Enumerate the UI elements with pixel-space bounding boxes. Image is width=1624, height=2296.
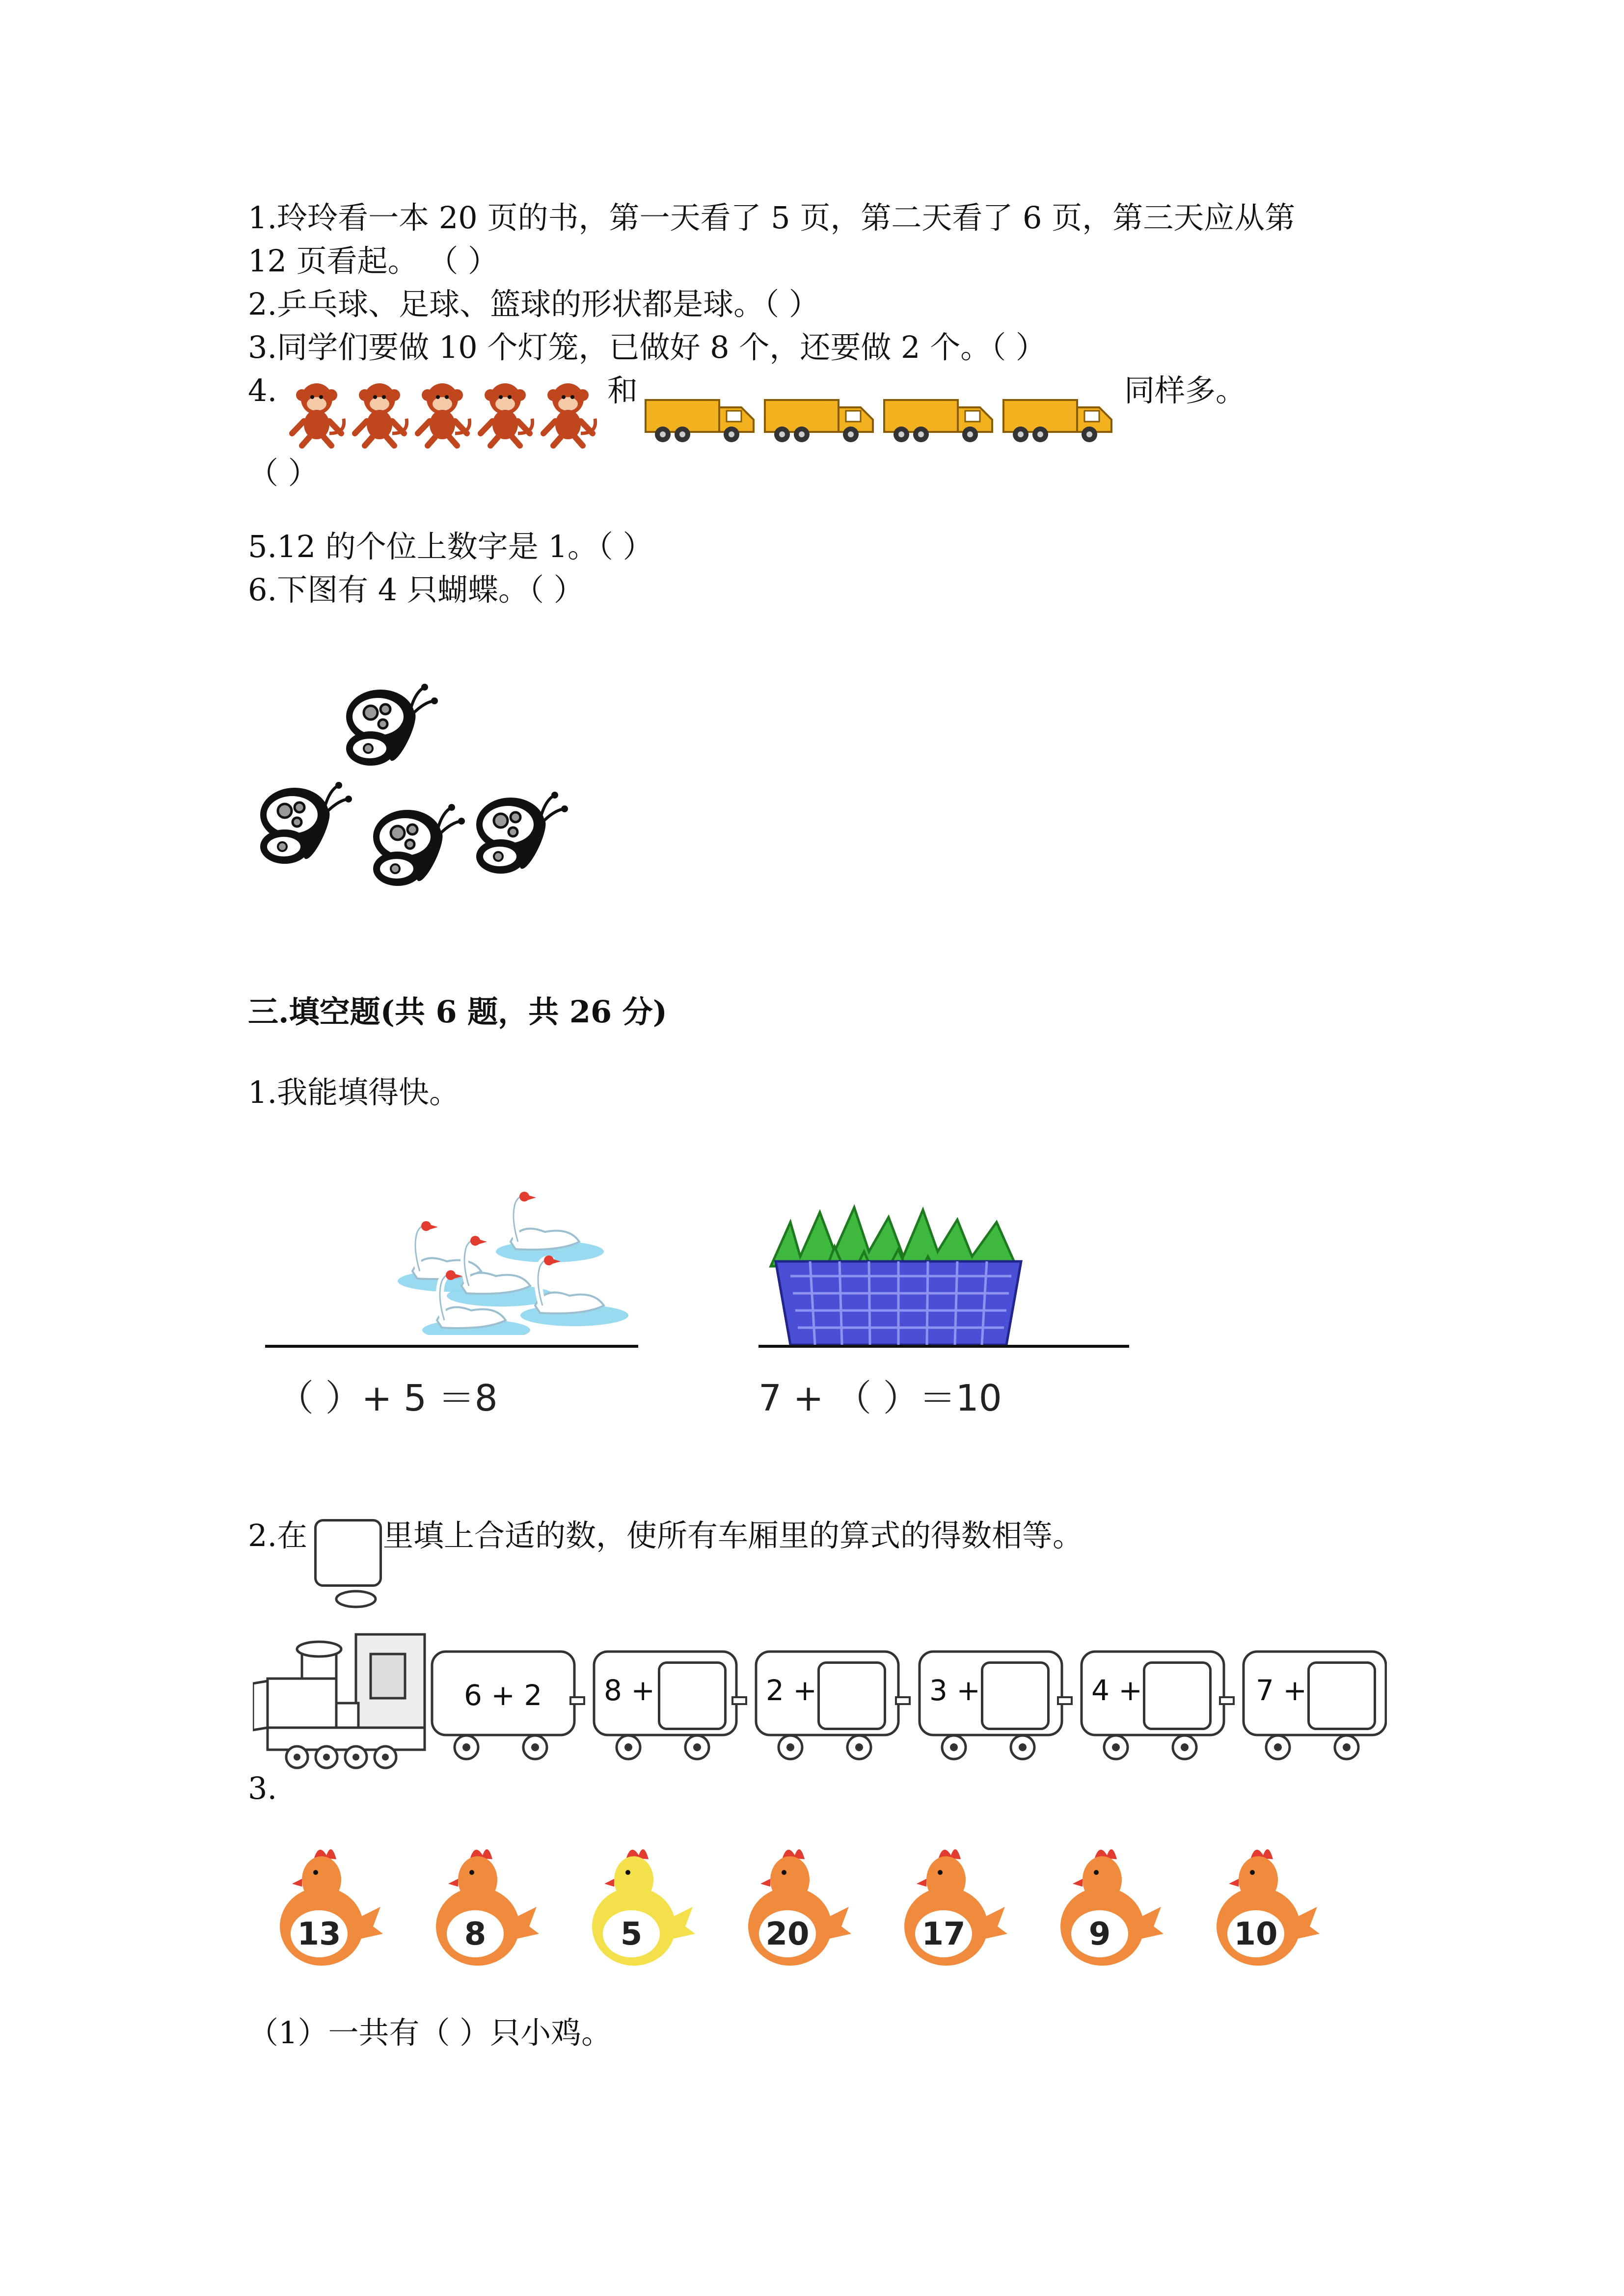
chick-icon (904, 1849, 1007, 1966)
chick-number: 9 (1088, 1916, 1111, 1952)
judge-q6: 6.下图有 4 只蝴蝶。（ ） (248, 572, 584, 608)
monkey-icon (543, 383, 595, 446)
train-car-label: 4 + (1091, 1674, 1142, 1707)
chick-row (260, 1836, 1389, 1983)
monkey-icon (481, 383, 533, 446)
monkey-icon (292, 383, 344, 446)
answer-box-icon[interactable] (981, 1661, 1050, 1730)
judge-q4-and: 和 (607, 373, 638, 408)
divider-right (758, 1345, 1129, 1348)
butterfly-icon (373, 804, 465, 886)
swan-icon (496, 1192, 604, 1262)
train-car-label: 2 + (766, 1674, 817, 1707)
judge-q2: 2.乒乓球、足球、篮球的形状都是球。（ ） (248, 286, 819, 322)
butterfly-icon (476, 792, 568, 874)
judge-q1-line2: 12 页看起。 （ ） (248, 243, 499, 279)
equation-right: 7 + （ ）＝10 (758, 1377, 1002, 1419)
swan-picture (388, 1178, 643, 1335)
judge-q1-line1: 1.玲玲看一本 20 页的书，第一天看了 5 页，第二天看了 6 页，第三天应从第 (248, 200, 1296, 236)
answer-box-icon[interactable] (1307, 1661, 1376, 1730)
basket-picture (761, 1202, 1036, 1350)
train-car-label: 7 + (1256, 1674, 1307, 1707)
fill-q3-title: 3. (248, 1770, 277, 1806)
truck-group (641, 380, 1122, 449)
monkey-icon (355, 383, 407, 446)
judge-q5: 5.12 的个位上数字是 1。（ ） (248, 529, 653, 564)
swan-icon (520, 1255, 628, 1326)
judge-q4-suffix: 同样多。 (1124, 373, 1246, 408)
fill-q2-prefix: 2.在 (248, 1518, 308, 1553)
chick-number: 20 (765, 1916, 810, 1952)
chick-number: 8 (464, 1916, 487, 1952)
monkey-group (285, 375, 604, 449)
truck-icon (646, 400, 754, 442)
chick-number: 5 (620, 1916, 643, 1952)
chick-icon (1217, 1849, 1320, 1966)
judge-q3: 3.同学们要做 10 个灯笼，已做好 8 个，还要做 2 个。（ ） (248, 329, 1046, 365)
chick-icon (1060, 1849, 1164, 1966)
chick-icon (436, 1849, 539, 1966)
truck-icon (1003, 400, 1111, 442)
chick-number: 13 (297, 1916, 341, 1952)
fill-q1-title: 1.我能填得快。 (248, 1074, 460, 1110)
equation-left: （ ）+ 5 ＝8 (277, 1377, 498, 1419)
thought-bubble-icon (334, 1589, 378, 1609)
butterfly-picture (248, 677, 582, 913)
chick-icon (592, 1849, 695, 1966)
judge-q4-paren: （ ） (248, 455, 319, 491)
answer-box-icon[interactable] (658, 1661, 727, 1730)
chick-number: 10 (1234, 1916, 1278, 1952)
chick-number: 17 (921, 1916, 966, 1952)
train-car-label: 8 + (604, 1674, 655, 1707)
answer-box-icon (314, 1519, 382, 1587)
monkey-icon (418, 383, 470, 446)
butterfly-icon (346, 684, 438, 766)
train-car-label: 3 + (929, 1674, 980, 1707)
judge-q4-prefix: 4. (248, 373, 277, 408)
divider-left (265, 1345, 638, 1348)
section-heading: 三.填空题(共 6 题，共 26 分) (248, 994, 668, 1030)
answer-box-icon[interactable] (817, 1661, 886, 1730)
fill-q3-sub1: （1）一共有（ ）只小鸡。 (248, 2015, 612, 2051)
butterfly-icon (260, 782, 352, 864)
answer-box-icon[interactable] (1143, 1661, 1212, 1730)
fill-q2-suffix: 里填上合适的数，使所有车厢里的算式的得数相等。 (383, 1518, 1083, 1553)
basket-icon (776, 1261, 1021, 1345)
truck-icon (765, 400, 873, 442)
chick-icon (280, 1849, 383, 1966)
chick-icon (748, 1849, 851, 1966)
train-car-label: 6 + 2 (464, 1679, 542, 1712)
truck-icon (884, 400, 992, 442)
